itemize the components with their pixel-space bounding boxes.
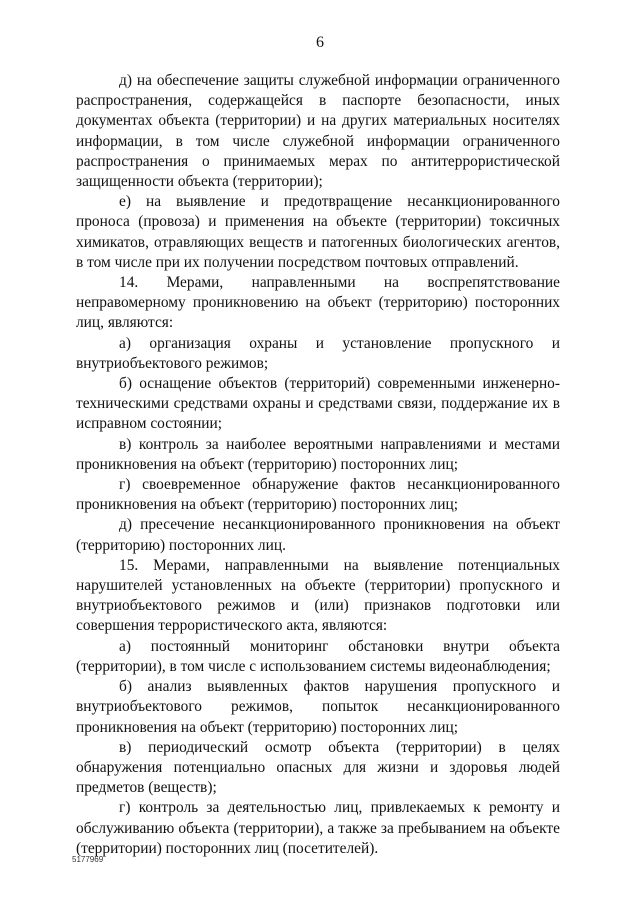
paragraph: а) постоянный мониторинг обстановки внутри объекта (территории), в том числе с использованием системы видеонаблюдения; [76, 637, 560, 675]
paragraph: в) контроль за наиболее вероятными направлениями и местами проникновения на объект (территорию) посторонних лиц; [76, 435, 560, 473]
paragraph: д) на обеспечение защиты служебной информации ограниченного распространения, содержащейся в паспорте безопасности, иных документах объекта (территории) и на других материальных носителях информации, в том числе служебной информации ограниченного распространения о принимаемых мерах по антитеррористической защищенности объекта (территории); [76, 72, 560, 191]
paragraph: 15. Мерами, направленными на выявление потенциальных нарушителей установленных на объекте (территории) пропускного и внутриобъектового режимов и (или) признаков подготовки или совершения террористического акта, являются: [76, 556, 560, 635]
document-code: 5177969 [72, 855, 104, 864]
paragraph: в) периодический осмотр объекта (территории) в целях обнаружения потенциально опасных для жизни и здоровья людей предметов (веществ); [76, 738, 560, 797]
paragraph: б) оснащение объектов (территорий) современными инженерно-техническими средствами охраны и средствами связи, поддержание их в исправном состоянии; [76, 375, 560, 433]
paragraph: а) организация охраны и установление пропускного и внутриобъектового режимов; [76, 334, 560, 372]
paragraph: г) контроль за деятельностью лиц, привлекаемых к ремонту и обслуживанию объекта (территории), а также за пребыванием на объекте (территории) посторонних лиц (посетителей). [76, 799, 560, 857]
paragraph: д) пресечение несанкционированного проникновения на объект (территорию) посторонних лиц. [76, 516, 560, 554]
paragraph: е) на выявление и предотвращение несанкционированного проноса (провоза) и применения на объекте (территории) токсичных химикатов, отравляющих веществ и патогенных биологических агентов, в том числе при их получении посредством почтовых отправлений. [76, 193, 560, 271]
page-number: 6 [316, 34, 324, 51]
paragraph: г) своевременное обнаружение фактов несанкционированного проникновения на объект (территорию) посторонних лиц; [76, 476, 560, 514]
document-body [76, 71, 560, 859]
paragraph: 14. Мерами, направленными на воспрепятствование неправомерному проникновению на объект (территорию) посторонних лиц, являются: [76, 274, 560, 332]
paragraph: б) анализ выявленных фактов нарушения пропускного и внутриобъектового режимов, попыток несанкционированного проникновения на объект (территорию) посторонних лиц; [76, 678, 560, 736]
